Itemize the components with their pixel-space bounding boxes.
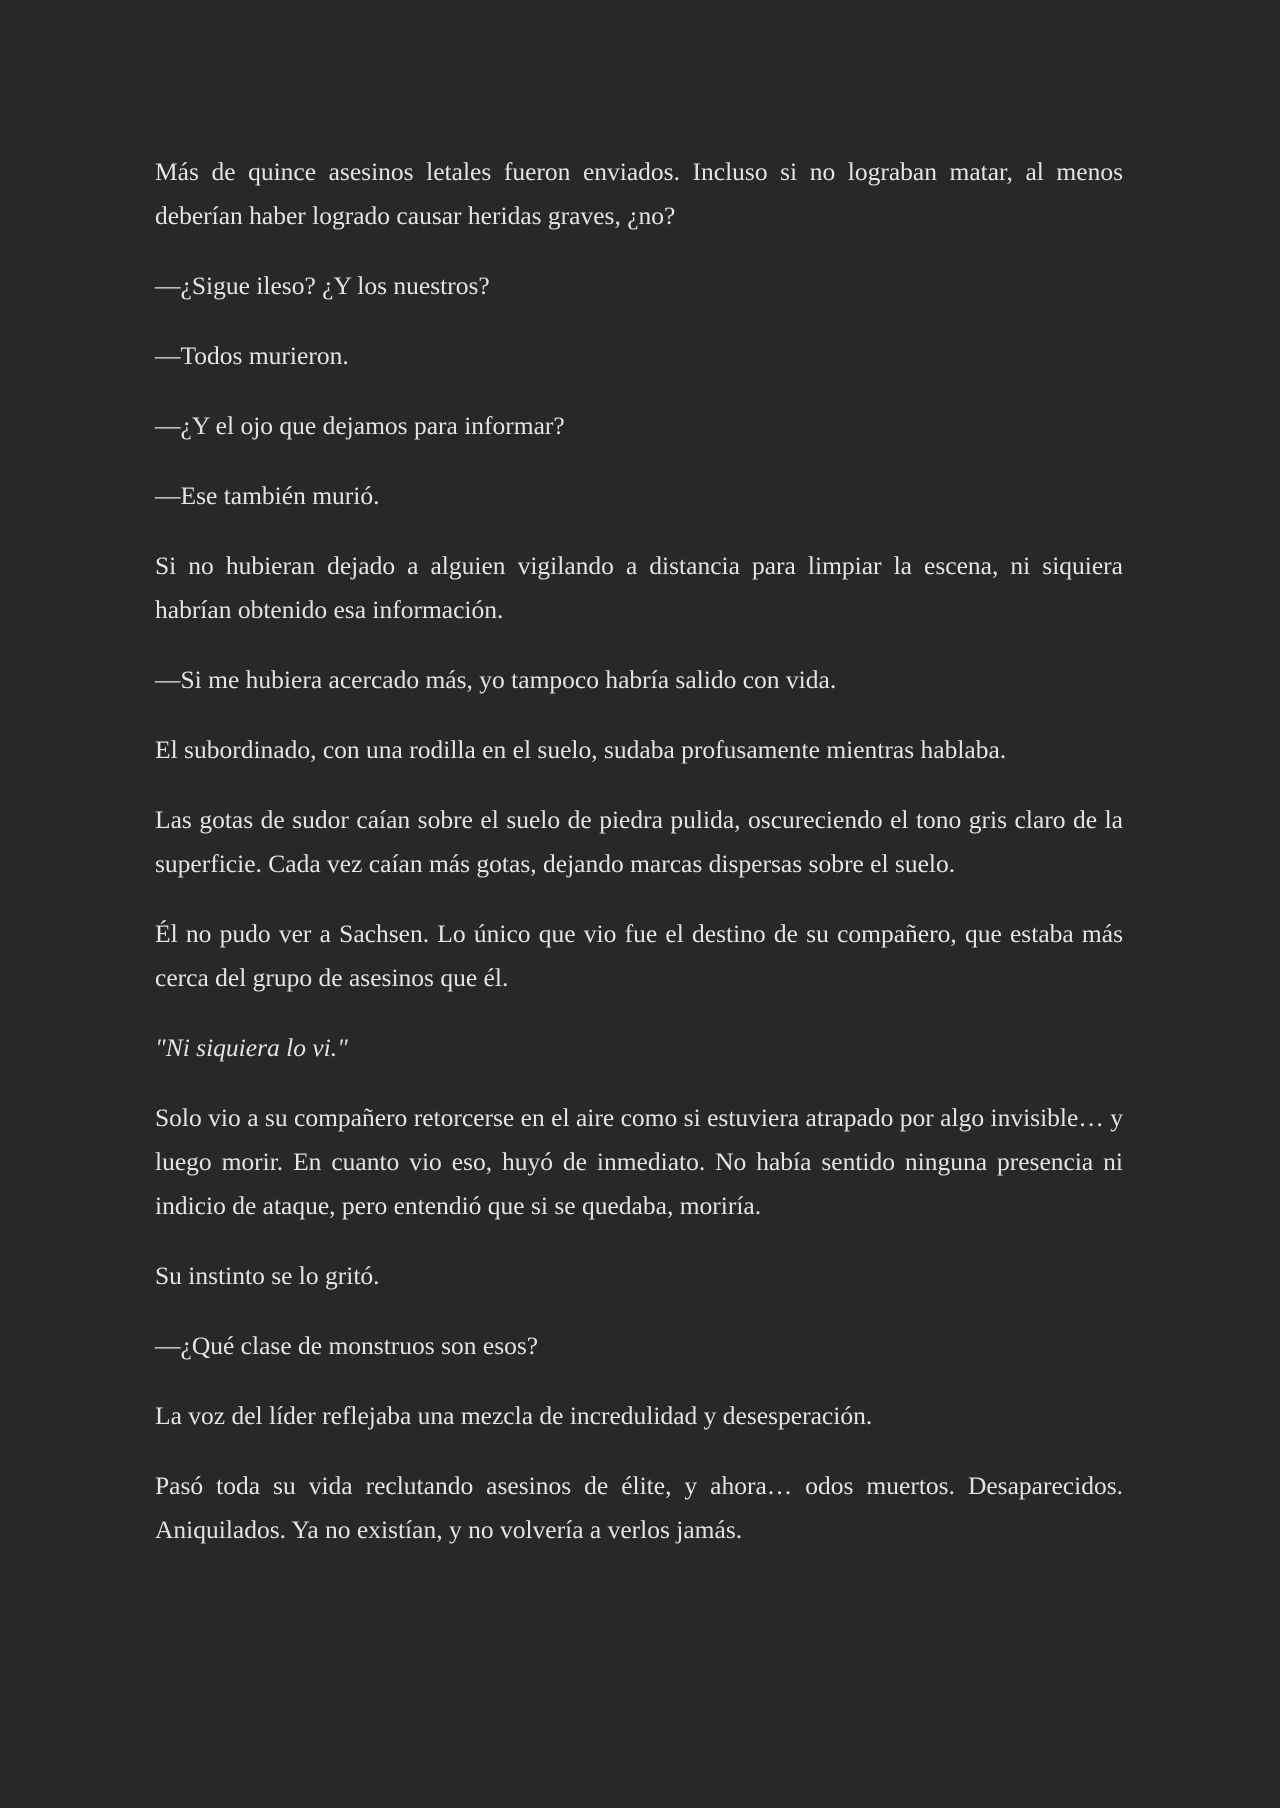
paragraph: Si no hubieran dejado a alguien vigilando a distancia para limpiar la escena, ni siquiera habrían obtenido esa información. xyxy=(155,551,1123,624)
paragraph: Solo vio a su compañero retorcerse en el aire como si estuviera atrapado por algo invisible… y luego morir. En cuanto vio eso, huyó de inmediato. No había sentido ninguna presencia ni indicio de ataque, pero entendió que si se quedaba, moriría. xyxy=(155,1103,1123,1220)
paragraph: Las gotas de sudor caían sobre el suelo de piedra pulida, oscureciendo el tono gris claro de la superficie. Cada vez caían más gotas, dejando marcas dispersas sobre el suelo. xyxy=(155,805,1123,878)
italic-thought-paragraph: "Ni siquiera lo vi." xyxy=(155,1033,348,1062)
paragraph: La voz del líder reflejaba una mezcla de incredulidad y desesperación. xyxy=(155,1401,873,1430)
paragraph: —¿Y el ojo que dejamos para informar? xyxy=(155,411,565,440)
paragraph: —Todos murieron. xyxy=(155,341,349,370)
paragraph: —Ese también murió. xyxy=(155,481,380,510)
paragraph: El subordinado, con una rodilla en el suelo, sudaba profusamente mientras hablaba. xyxy=(155,735,1007,764)
chapter-text xyxy=(155,150,1123,1578)
paragraph: Él no pudo ver a Sachsen. Lo único que vio fue el destino de su compañero, que estaba más cerca del grupo de asesinos que él. xyxy=(155,919,1123,992)
paragraph: Pasó toda su vida reclutando asesinos de élite, y ahora… odos muertos. Desaparecidos. Aniquilados. Ya no existían, y no volvería a verlos jamás. xyxy=(155,1471,1123,1544)
paragraph: —¿Sigue ileso? ¿Y los nuestros? xyxy=(155,271,490,300)
paragraph: Más de quince asesinos letales fueron enviados. Incluso si no lograban matar, al menos deberían haber logrado causar heridas graves, ¿no? xyxy=(155,157,1123,230)
paragraph: —Si me hubiera acercado más, yo tampoco habría salido con vida. xyxy=(155,665,837,694)
paragraph: —¿Qué clase de monstruos son esos? xyxy=(155,1331,539,1360)
paragraph: Su instinto se lo gritó. xyxy=(155,1261,380,1290)
